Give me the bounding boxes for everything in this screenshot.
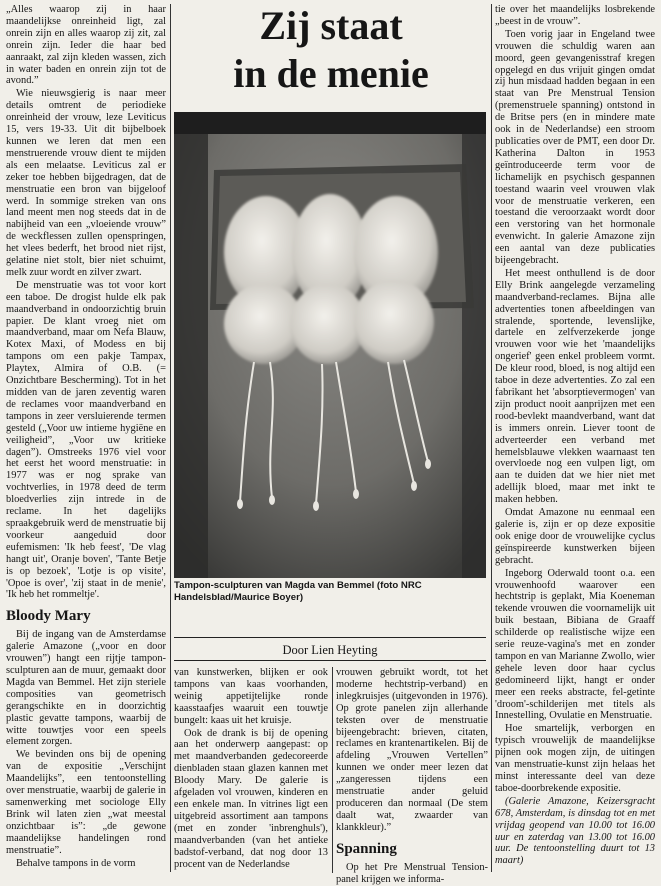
article-headline — [176, 2, 486, 98]
bible-quote: „Alles waarop zij in haar maandelijkse onreinheid ligt, zal onrein zijn en alles waarop zij zit, zal onrein zijn. Ieder die haar bed aanraakt, zal zijn kleden wassen, zich in water baden en onrein zijn tot de avond.” — [6, 4, 166, 87]
article-paragraph: tie over het maandelijks losbrekende „beest in de vrouw”. — [495, 4, 655, 27]
article-paragraph: We bevinden ons bij de opening van de expositie „Verschijnt Maandelijks”, een tentoonstelling over menstruatie, waarbij de galerie in samenwerking met sociologe Elly Brink wil laten zien „wat meestal onzichtbaar is”: „de gewone maandelijkse handelingen rond menstruatie”. — [6, 749, 166, 856]
column-divider — [491, 4, 492, 872]
article-column-2 — [174, 667, 328, 875]
article-paragraph: vrouwen gebruikt wordt, tot het moderne hechtstrip-verband) en inlegkruisjes (uitgevonden in 1976). Op grote panelen zijn allerhande teksten over de menstruatie bijeengebracht: brieven, citaten, reclames en krantenartikelen. Bij de afdeling „Vrouwen Vertellen” kunnen we onder meer lezen dat „zangeressen tijdens een menstruatie ander geluid produceren dan normaal (De stem daalt wat, zwaarder van klankkleur).” — [336, 667, 488, 833]
article-paragraph: Toen vorig jaar in Engeland twee vrouwen die schuldig waren aan moord, geen gevangenisstraf kregen opgelegd en dus vrijuit gingen omdat zij hun misdaad hadden begaan in een staat van Pre Menstrual Tension (premenstruele spanning) ontstond in de Britse pers (en in mindere mate ook in de Nederlandse) een stroom publicaties over de PMT, een door Dr. Katherina Dalton in 1953 geïntroduceerde term voor de lichamelijk en psychisch gespannen toestand waarin veel vrouwen vlak voor de menstruatie verkeren, een toestand die veroorzaakt wordt door een verstoring van het hormonale evenwicht. In galerie Amazone zijn een aantal van deze publicaties bijeengebracht. — [495, 28, 655, 267]
article-paragraph: Ingeborg Oderwald toont o.a. een vrouwenhoofd waarover een hechtstrip is geplakt, Mia Koeneman tekende vrouwen die voornamelijk uit buik bestaan, Bibiana de Graaff schilderde op realistische wijze een serie reuze-vagina's met en zonder tampon en van Marianne Zwollo, wier gehele leven door haar cyclus gedomineerd lijkt, hangt er onder meer een reeks abstracte, fel-getinte 'droom'-schilderijen met titels als Innestelling, Ovulatie en Menstruatie. — [495, 567, 655, 722]
photo-caption: Tampon-sculpturen van Magda van Bemmel (foto NRC Handelsblad/Maurice Boyer) — [174, 580, 422, 603]
article-column-3 — [336, 667, 488, 885]
subheading-bloody-mary: Bloody Mary — [6, 608, 91, 625]
article-paragraph: Het meest onthullend is de door Elly Brink aangelegde verzameling maandverband-reclames. Bijna alle advertenties tonen afbeeldingen van stralende, sportende, levenslijke, dartele en zelfverzekerde jonge vrouwen voor wie het 'maandelijks ongerief' geen enkel probleem vormt. De kleur rood, bloed, is nog altijd een taboe in deze advertenties. Zo zal een fabrikant het 'absorptievermogen' van zijn product nooit aanprijzen met een rood-bevlekt maandverband, want dat is immers onrein. Liever toont de adverteerder een verband met hemelsblauwe vlekken waarnaast ten overvloede nog een vulpen ligt, om aan te duiden dat we hier niet met adellijk bloed, maar met inkt te maken hebben. — [495, 267, 655, 506]
photo-top-shadow — [174, 112, 486, 134]
sculpture-illustration — [174, 112, 486, 578]
column-divider — [170, 4, 171, 872]
article-paragraph: Behalve tampons in de vorm — [16, 857, 136, 869]
byline: Door Lien Heyting — [174, 637, 486, 661]
article-column-1 — [6, 4, 166, 874]
headline-line-1: Zij staat — [259, 3, 403, 48]
tampon-sculpture-photo — [174, 112, 486, 578]
exhibition-info-note: (Galerie Amazone, Keizersgracht 678, Amsterdam, is dinsdag tot en met vrijdag geopend van 10.00 tot 16.00 uur en zaterdag van 13.00 tot 16.00 uur. De tentoonstelling duurt tot 13 maart) — [495, 795, 655, 867]
article-paragraph: Omdat Amazone nu eenmaal een galerie is, zijn er op deze expositie ook enige door de vrouwelijke cyclus geïnspireerde kunstwerken bijeen gebracht. — [495, 507, 655, 566]
article-paragraph: van kunstwerken, blijken er ook tampons van kaas voorhanden, weinig appetijtelijke ronde kaasstaafjes waaruit een touwtje bungelt: kaas uit het kruisje. — [174, 667, 328, 726]
photo-left-shadow — [174, 134, 208, 578]
tampon-3-lower — [354, 280, 434, 364]
article-paragraph: De menstruatie was tot voor kort een taboe. De drogist hulde elk pak maandverband in ondoorzichtig bruin papier. De klant vroeg niet om maandverband, maar om Nefa Blauw, Kotex Maxi, of Modess en bij tampons om een pakje Tampax, Playtex, Almira of O.B. (= Onzichtbare Bescherming). Tot in het midden van de jaren zeventig waren de reclames voor maandverband en tampons in zeer versluierende termen gesteld („Voor uw intieme hygiëne en veiligheid”, „Voor uw kritieke dagen”). Omstreeks 1976 viel voor het eerst het woord menstruatie: in 1977 was er nog sprake van vochtverlies, in 1978 deed de term bloedverlies zijn intrede in de reclame. In het dagelijks spraakgebruik werd de menstruatie bij voorkeur aangeduid door eufemismen: 'Ik heb feest', 'De vlag hangt uit', Oranje boven', 'Tante Betje is op bezoek', 'Lotje is op visite', 'Opoe is over', 'zij staat in de menie', 'Ik heb het rommeltje'. — [6, 279, 166, 601]
headline-line-2: in de menie — [233, 51, 429, 96]
article-paragraph: Ook de drank is bij de opening aan het onderwerp aangepast: op met maandverbanden gedecoreerde dienbladen staan glazen kannen met Bloody Mary. De galerie is afgeladen vol vrouwen, kinderen en een enkele man. In vitrines ligt een uitgebreid assortiment aan tampons (met en zonder 'inbrenghuls'), maandverbanden (van het antieke badstof-verband, dat nog door 13 procent van de Nederlandse — [174, 727, 328, 870]
article-paragraph: Bij de ingang van de Amsterdamse galerie Amazone („voor en door vrouwen”) hangt een rijtje tampon-sculpturen aan de muur, gemaakt door Magda van Bemmel. Het zijn steriele composities van geometrisch gerangschikte en in doorzichtig plastic gevatte tampons, waarbij de witte touwtjes voor een speels element zorgen. — [6, 629, 166, 748]
column-divider — [332, 667, 333, 873]
article-paragraph: Wie nieuwsgierig is naar meer details omtrent de periodieke onreinheid der vrouw, leze Leviticus 15, vers 19-33. Uit dit bijbelboek kunnen we leren dat men een menstruerende vrouw dient te mijden als een melaatse. Leviticus zal er zeker toe hebben bijgedragen, dat de menstruatie een bron van bijgeloof werd. In sommige streken van ons land meent men nog steeds dat in de nabijheid van een „vloeiende vrouw” de weckflessen zullen openspringen, het vlees bederft, het brood niet rijst, gelatine niet stolt, bier niet schuimt, melk zuur wordt en zilver zwart. — [6, 88, 166, 278]
article-paragraph: Op het Pre Menstrual Tension-panel krijgen we informa- — [336, 861, 488, 885]
article-column-4 — [495, 4, 655, 874]
tampon-group — [224, 194, 438, 364]
subheading-spanning: Spanning — [336, 840, 397, 857]
article-paragraph: Hoe smartelijk, verborgen en typisch vrouwelijk de maandelijkse pijnen ook mogen zijn, de uitingen van menstruatie-kunst zijn helaas het minst interessante deel van deze taboe-doorbrekende expositie. — [495, 723, 655, 794]
